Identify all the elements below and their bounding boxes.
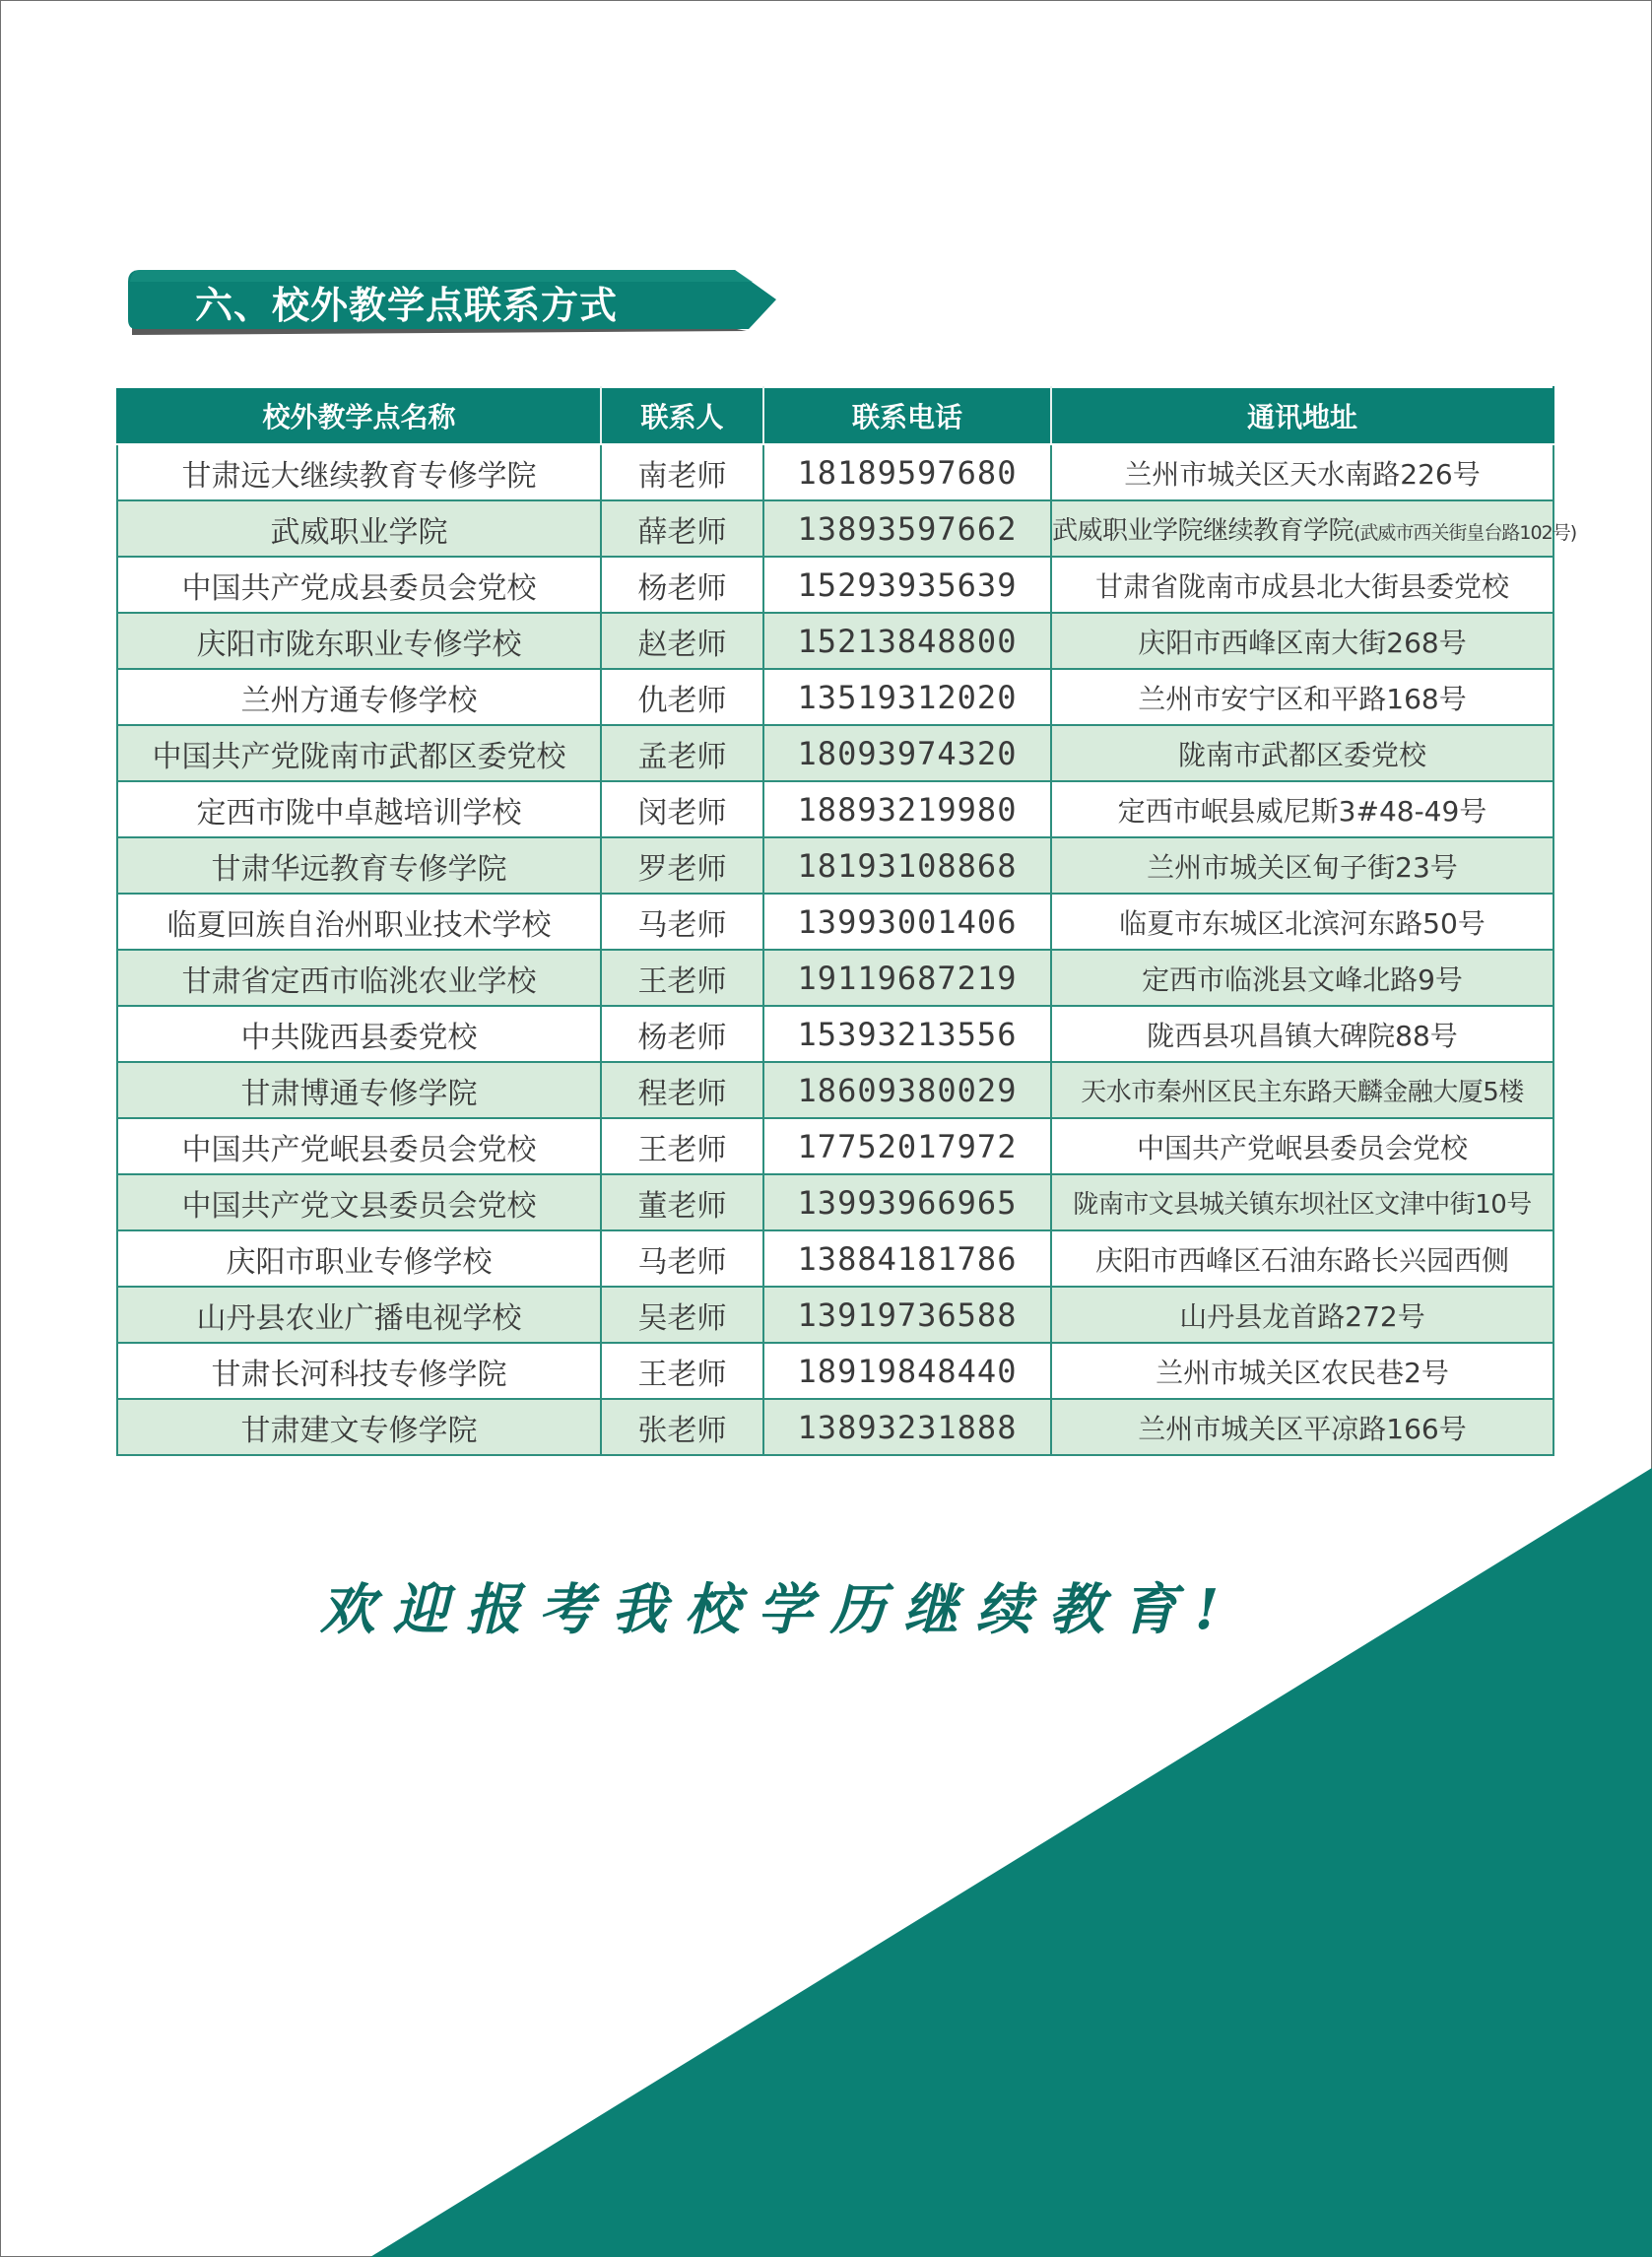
table-row bbox=[117, 1006, 1553, 1062]
cell-name: 庆阳市陇东职业专修学校 bbox=[117, 613, 601, 669]
cell-address: 兰州市城关区甸子街23号 bbox=[1051, 837, 1553, 894]
cell-address: 兰州市城关区平凉路166号 bbox=[1051, 1399, 1553, 1455]
cell-name: 中国共产党文县委员会党校 bbox=[117, 1174, 601, 1230]
cell-phone: 18609380029 bbox=[763, 1062, 1051, 1118]
cell-name: 兰州方通专修学校 bbox=[117, 669, 601, 725]
cell-contact: 王老师 bbox=[601, 1343, 763, 1399]
cell-contact: 罗老师 bbox=[601, 837, 763, 894]
table-row bbox=[117, 781, 1553, 837]
cell-phone: 13919736588 bbox=[763, 1287, 1051, 1343]
cell-name: 甘肃华远教育专修学院 bbox=[117, 837, 601, 894]
cell-address: 陇西县巩昌镇大碑院88号 bbox=[1051, 1006, 1553, 1062]
cell-address: 临夏市东城区北滨河东路50号 bbox=[1051, 894, 1553, 950]
table-row bbox=[117, 894, 1553, 950]
header-phone: 联系电话 bbox=[763, 387, 1051, 444]
cell-address: 山丹县龙首路272号 bbox=[1051, 1287, 1553, 1343]
table-row bbox=[117, 1118, 1553, 1174]
table-row bbox=[117, 557, 1553, 613]
cell-phone: 13893597662 bbox=[763, 500, 1051, 557]
cell-contact: 马老师 bbox=[601, 1230, 763, 1287]
cell-name: 甘肃长河科技专修学院 bbox=[117, 1343, 601, 1399]
table-row bbox=[117, 1174, 1553, 1230]
cell-phone: 18893219980 bbox=[763, 781, 1051, 837]
cell-name: 临夏回族自治州职业技术学校 bbox=[117, 894, 601, 950]
cell-name: 甘肃博通专修学院 bbox=[117, 1062, 601, 1118]
cell-phone: 17752017972 bbox=[763, 1118, 1051, 1174]
cell-contact: 吴老师 bbox=[601, 1287, 763, 1343]
cell-phone: 18093974320 bbox=[763, 725, 1051, 781]
cell-contact: 仇老师 bbox=[601, 669, 763, 725]
welcome-slogan: 欢迎报考我校学历继续教育! bbox=[319, 1577, 1237, 1642]
cell-address: 中国共产党岷县委员会党校 bbox=[1051, 1118, 1553, 1174]
cell-phone: 13993966965 bbox=[763, 1174, 1051, 1230]
cell-contact: 薛老师 bbox=[601, 500, 763, 557]
table-row bbox=[117, 1230, 1553, 1287]
cell-address: 庆阳市西峰区南大街268号 bbox=[1051, 613, 1553, 669]
cell-contact: 张老师 bbox=[601, 1399, 763, 1455]
cell-contact: 王老师 bbox=[601, 950, 763, 1006]
cell-name: 甘肃建文专修学院 bbox=[117, 1399, 601, 1455]
cell-phone: 13893231888 bbox=[763, 1399, 1051, 1455]
table-row bbox=[117, 1287, 1553, 1343]
section-title: 六、校外教学点联系方式 bbox=[195, 284, 619, 327]
cell-address bbox=[1051, 500, 1577, 557]
cell-address: 兰州市城关区农民巷2号 bbox=[1051, 1343, 1553, 1399]
table-row bbox=[117, 725, 1553, 781]
cell-phone: 15393213556 bbox=[763, 1006, 1051, 1062]
cell-name: 中国共产党岷县委员会党校 bbox=[117, 1118, 601, 1174]
cell-address: 兰州市城关区天水南路226号 bbox=[1051, 444, 1553, 500]
cell-name: 中国共产党成县委员会党校 bbox=[117, 557, 601, 613]
table-header-row bbox=[117, 387, 1553, 444]
cell-name: 武威职业学院 bbox=[117, 500, 601, 557]
cell-phone: 15213848800 bbox=[763, 613, 1051, 669]
cell-phone: 13884181786 bbox=[763, 1230, 1051, 1287]
table-row bbox=[117, 1399, 1553, 1455]
cell-contact: 孟老师 bbox=[601, 725, 763, 781]
cell-address: 陇南市文县城关镇东坝社区文津中街10号 bbox=[1051, 1174, 1553, 1230]
cell-name: 庆阳市职业专修学校 bbox=[117, 1230, 601, 1287]
cell-contact: 杨老师 bbox=[601, 557, 763, 613]
cell-contact: 闵老师 bbox=[601, 781, 763, 837]
cell-phone: 19119687219 bbox=[763, 950, 1051, 1006]
cell-address: 定西市临洮县文峰北路9号 bbox=[1051, 950, 1553, 1006]
cell-contact: 马老师 bbox=[601, 894, 763, 950]
cell-contact: 赵老师 bbox=[601, 613, 763, 669]
cell-address: 陇南市武都区委党校 bbox=[1051, 725, 1553, 781]
section-banner bbox=[126, 270, 779, 341]
cell-phone: 18193108868 bbox=[763, 837, 1051, 894]
cell-address: 甘肃省陇南市成县北大街县委党校 bbox=[1051, 557, 1553, 613]
cell-name: 甘肃远大继续教育专修学院 bbox=[117, 444, 601, 500]
cell-address: 庆阳市西峰区石油东路长兴园西侧 bbox=[1051, 1230, 1553, 1287]
cell-name: 甘肃省定西市临洮农业学校 bbox=[117, 950, 601, 1006]
cell-contact: 程老师 bbox=[601, 1062, 763, 1118]
cell-phone: 13519312020 bbox=[763, 669, 1051, 725]
table-row bbox=[117, 444, 1553, 500]
cell-name: 山丹县农业广播电视学校 bbox=[117, 1287, 601, 1343]
cell-contact: 王老师 bbox=[601, 1118, 763, 1174]
header-name: 校外教学点名称 bbox=[117, 387, 601, 444]
table-row bbox=[117, 500, 1553, 557]
contact-table bbox=[116, 386, 1577, 1456]
table-row bbox=[117, 837, 1553, 894]
cell-address: 定西市岷县威尼斯3#48-49号 bbox=[1051, 781, 1553, 837]
cell-phone: 18189597680 bbox=[763, 444, 1051, 500]
cell-name: 中国共产党陇南市武都区委党校 bbox=[117, 725, 601, 781]
cell-address-note: (武威市西关街皇台路102号) bbox=[1354, 522, 1577, 544]
cell-phone: 13993001406 bbox=[763, 894, 1051, 950]
cell-name: 定西市陇中卓越培训学校 bbox=[117, 781, 601, 837]
table-row bbox=[117, 1343, 1553, 1399]
table-row bbox=[117, 950, 1553, 1006]
cell-contact: 杨老师 bbox=[601, 1006, 763, 1062]
cell-phone: 18919848440 bbox=[763, 1343, 1051, 1399]
cell-address: 天水市秦州区民主东路天麟金融大厦5楼 bbox=[1051, 1062, 1553, 1118]
cell-address: 兰州市安宁区和平路168号 bbox=[1051, 669, 1553, 725]
header-address: 通讯地址 bbox=[1051, 387, 1553, 444]
cell-address-main: 武威职业学院继续教育学院 bbox=[1052, 516, 1355, 546]
table-row bbox=[117, 613, 1553, 669]
table-row bbox=[117, 669, 1553, 725]
table-row bbox=[117, 1062, 1553, 1118]
cell-contact: 董老师 bbox=[601, 1174, 763, 1230]
cell-contact: 南老师 bbox=[601, 444, 763, 500]
header-contact: 联系人 bbox=[601, 387, 763, 444]
cell-name: 中共陇西县委党校 bbox=[117, 1006, 601, 1062]
cell-phone: 15293935639 bbox=[763, 557, 1051, 613]
